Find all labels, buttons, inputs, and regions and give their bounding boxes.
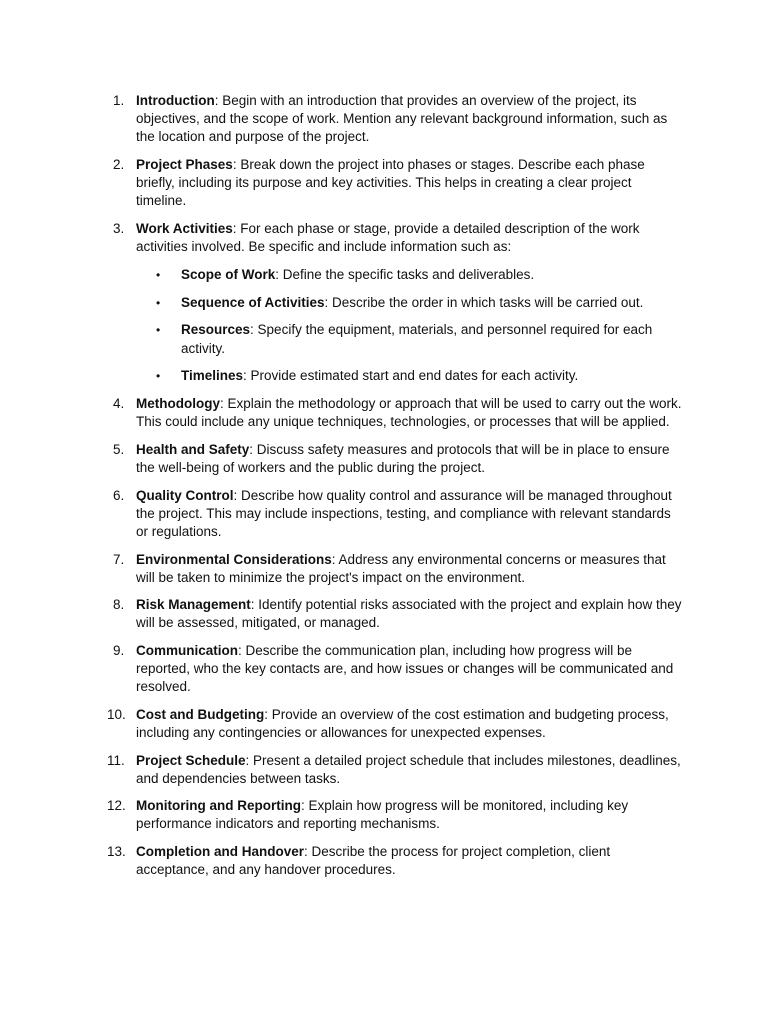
list-text: : For each phase or stage, provide a detailed description of the work activities involved. Be specific and include information such as: <box>136 220 640 255</box>
list-number: 12. <box>107 798 126 814</box>
list-term: Environmental Considerations <box>136 551 332 567</box>
list-number: 4. <box>113 396 125 412</box>
list-item-project-schedule <box>0 752 768 788</box>
list-term: Monitoring and Reporting <box>136 798 301 814</box>
bullet-icon: • <box>156 369 161 384</box>
list-item-quality-control <box>0 487 768 542</box>
sub-text: : Specify the equipment, materials, and personnel required for each activity. <box>181 322 653 356</box>
list-text: : Provide an overview of the cost estimation and budgeting process, including any contingencies or allowances for unexpected expenses. <box>136 706 669 741</box>
sub-term: Sequence of Activities <box>181 294 325 310</box>
list-term: Health and Safety <box>136 441 250 457</box>
list-text: : Present a detailed project schedule that includes milestones, deadlines, and dependencies between tasks. <box>136 752 681 786</box>
list-item-monitoring-and-reporting <box>0 797 768 833</box>
bullet-icon: • <box>156 323 161 338</box>
list-text: : Begin with an introduction that provides an overview of the project, its objectives, and the scope of work. Mention any relevant background information, such as the location and purpose of the project. <box>136 93 668 145</box>
list-term: Completion and Handover <box>136 843 305 859</box>
list-number: 7. <box>113 551 125 567</box>
sub-item-timelines <box>0 367 768 385</box>
list-item-introduction <box>0 92 768 147</box>
list-term: Communication <box>136 642 239 658</box>
list-text: : Describe the communication plan, including how progress will be reported, who the key contacts are, and how issues or changes will be communicated and resolved. <box>136 642 674 695</box>
sub-item-sequence-of-activities <box>0 294 768 312</box>
list-item-project-phases <box>0 156 768 211</box>
list-text: : Explain how progress will be monitored, including key performance indicators and reporting mechanisms. <box>136 798 629 832</box>
bullet-icon: • <box>156 295 161 310</box>
list-text: : Discuss safety measures and protocols that will be in place to ensure the well-being of workers and the public during the project. <box>136 441 670 476</box>
list-item-communication <box>0 642 768 697</box>
list-number: 13. <box>107 843 126 859</box>
list-number: 5. <box>113 441 125 457</box>
list-number: 11. <box>107 752 125 768</box>
sub-item-resources <box>0 321 768 357</box>
list-item-risk-management <box>0 596 768 632</box>
sub-text: : Define the specific tasks and deliverables. <box>275 266 535 282</box>
list-text: : Identify potential risks associated with the project and explain how they will be assessed, mitigated, or managed. <box>136 597 682 631</box>
list-text: : Break down the project into phases or stages. Describe each phase briefly, including its purpose and key activities. This helps in creating a clear project timeline. <box>136 156 645 209</box>
list-number: 1. <box>113 93 125 108</box>
sub-item-scope-of-work <box>0 266 768 284</box>
list-term: Quality Control <box>136 487 234 503</box>
list-term: Project Phases <box>136 156 233 172</box>
list-number: 9. <box>113 642 125 658</box>
list-text: : Address any environmental concerns or measures that will be taken to minimize the project's impact on the environment. <box>136 551 666 585</box>
sub-term: Timelines <box>181 368 244 384</box>
list-text: : Explain the methodology or approach that will be used to carry out the work. This could include any unique techniques, technologies, or processes that will be applied. <box>136 396 682 430</box>
bullet-icon: • <box>156 267 161 282</box>
list-item-completion-and-handover <box>0 843 768 879</box>
list-number: 3. <box>113 220 125 236</box>
list-term: Introduction <box>136 93 215 108</box>
list-number: 8. <box>113 597 125 613</box>
list-term: Project Schedule <box>136 752 246 768</box>
list-item-methodology <box>0 395 768 431</box>
list-number: 10. <box>107 706 126 722</box>
list-term: Risk Management <box>136 597 251 613</box>
sub-term: Scope of Work <box>181 266 276 282</box>
list-number: 6. <box>113 487 125 503</box>
list-term: Methodology <box>136 396 220 412</box>
list-item-work-activities <box>0 220 768 256</box>
sub-term: Resources <box>181 322 251 338</box>
list-number: 2. <box>113 156 125 172</box>
list-item-health-and-safety <box>0 441 768 477</box>
document-page <box>0 92 768 889</box>
list-item-environmental-considerations <box>0 551 768 587</box>
list-text: : Describe how quality control and assurance will be managed throughout the project. This may include inspections, testing, and compliance with relevant standards or regulations. <box>136 487 672 540</box>
list-text: : Describe the process for project completion, client acceptance, and any handover procedures. <box>136 843 611 878</box>
list-item-cost-and-budgeting <box>0 706 768 742</box>
list-term: Cost and Budgeting <box>136 706 265 722</box>
list-term: Work Activities <box>136 220 233 236</box>
sub-text: : Provide estimated start and end dates for each activity. <box>243 368 579 384</box>
sub-text: : Describe the order in which tasks will be carried out. <box>324 294 644 310</box>
